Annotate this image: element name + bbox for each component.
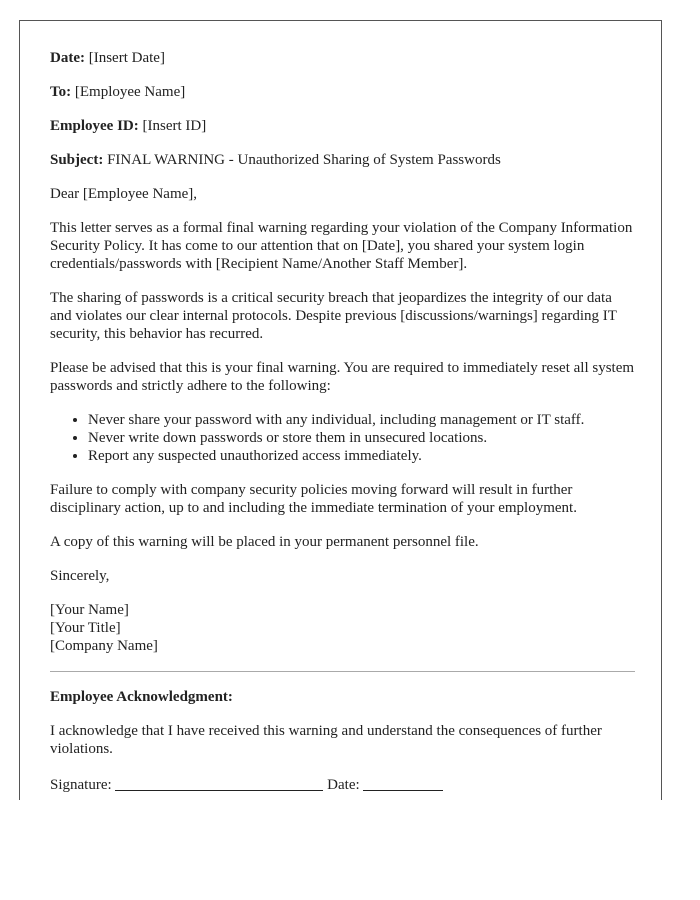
list-item: • Never write down passwords or store them in unsecured locations.	[88, 429, 635, 447]
to-value: [Employee Name]	[71, 84, 186, 100]
employee-id-label: Employee ID:	[50, 118, 139, 134]
subject-value: FINAL WARNING - Unauthorized Sharing of System Passwords	[103, 152, 501, 168]
to-label: To:	[50, 84, 72, 100]
sender-title: [Your Title]	[50, 620, 121, 636]
letter-page	[19, 20, 662, 800]
sender-name: [Your Name]	[50, 602, 129, 618]
closing: Sincerely,	[50, 568, 110, 584]
employee-id-line	[50, 117, 635, 135]
paragraph-personnel-file: A copy of this warning will be placed in your permanent personnel file.	[50, 534, 479, 550]
paragraph-violation: This letter serves as a formal final warning regarding your violation of the Company Information Security Policy. It has come to our attention that on [Date], you shared your system login credentials/passwords with [Recipient Name/Another Staff Member].	[50, 220, 633, 272]
paragraph-consequences: Failure to comply with company security policies moving forward will result in further disciplinary action, up to and including the immediate termination of your employment.	[50, 482, 577, 516]
rules-list	[50, 411, 635, 465]
section-divider	[50, 671, 635, 672]
acknowledgment-title: Employee Acknowledgment:	[50, 689, 233, 705]
signature-field[interactable]	[115, 776, 323, 791]
to-line	[50, 83, 635, 101]
paragraph-final-warning: Please be advised that this is your final warning. You are required to immediately reset all system passwords and strictly adhere to the following:	[50, 360, 635, 394]
sender-signature-block	[50, 601, 635, 655]
letter-content	[50, 49, 635, 810]
list-item: • Report any suspected unauthorized access immediately.	[88, 447, 635, 465]
subject-line	[50, 151, 635, 169]
date-line	[50, 49, 635, 67]
signature-date-label: Date:	[327, 777, 360, 793]
signature-line	[50, 774, 635, 794]
salutation: Dear [Employee Name],	[50, 186, 198, 202]
signature-date-field[interactable]	[363, 776, 443, 791]
sender-company: [Company Name]	[50, 638, 158, 654]
acknowledgment-text: I acknowledge that I have received this warning and understand the consequences of further violations.	[50, 723, 602, 757]
subject-label: Subject:	[50, 152, 104, 168]
employee-id-value: [Insert ID]	[138, 118, 207, 134]
list-item: • Never share your password with any individual, including management or IT staff.	[88, 411, 635, 429]
paragraph-breach: The sharing of passwords is a critical security breach that jeopardizes the integrity of our data and violates our clear internal protocols. Despite previous [discussions/warnings] regarding IT security, this behavior has recurred.	[50, 290, 617, 342]
date-label: Date:	[50, 50, 85, 66]
signature-label: Signature:	[50, 777, 112, 793]
date-value: [Insert Date]	[84, 50, 165, 66]
